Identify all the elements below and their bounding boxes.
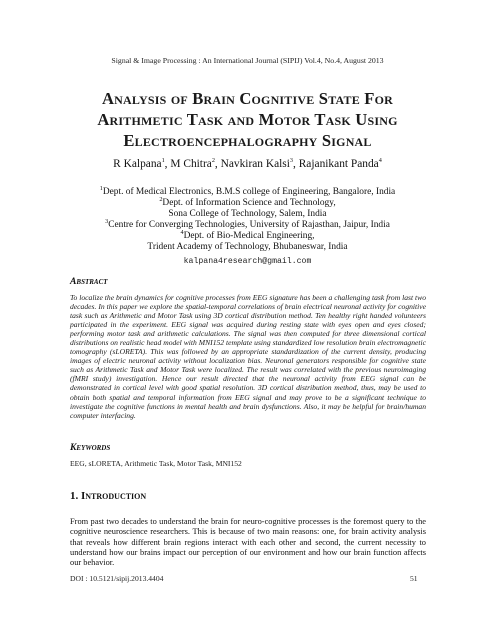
- keywords-heading: Keywords: [70, 442, 111, 453]
- title-line-1: Analysis of Brain Cognitive State For: [101, 89, 394, 108]
- introduction-body: From past two decades to understand the brain for neuro-cognitive processes is the foremost query to the cognitive neuroscience researchers. This is because of two main reasons: one, for brain activity analysis that reveals how different brain regions interact with each other and second, the current necessity to understand how our brains impact our perception of our environment and how our brain function affects our behavior.: [70, 517, 426, 568]
- affiliation: $^3$Centre for Converging Technologies, University of Rajasthan, Jaipur, India: [105, 217, 390, 230]
- paper-title: [40, 88, 455, 151]
- introduction-heading: 1. Introduction: [70, 490, 147, 502]
- abstract-body: To localize the brain dynamics for cognitive processes from EEG signature has been a challenging task from last two decades. In this paper we explore the spatial-temporal correlations of brain electrical neuronal activity for cognitive task such as Arithmetic and Motor Task using 3D cortical distribution method. Ten healthy right handed volunteers participated in the experiment. EEG signal was acquired during resting state with eyes open and eyes closed; performing motor task and arithmetic calculations. The signal was then computed for three dimensional cortical distributions on realistic head model with MNI152 template using standardized low resolution brain electromagnetic tomography (sLORETA). This was followed by an appropriate standardization of the current density, producing images of electric neuronal activity without localization bias. Neuronal generators responsible for cognitive state such as Arithmetic Task and Motor Task were localized. The result was correlated with the previous neuroimaging (fMRI study) investigation. Hence our result directed that the neuronal activity from EEG signal can be demonstrated in cortical level with good spatial resolution. 3D cortical distribution method, thus, may be used to obtain both spatial and temporal information from EEG signal and may prove to be a significant technique to investigate the cognitive functions in mental health and brain dysfunctions. Also, it may be helpful for brain/human computer interfacing.: [70, 293, 426, 420]
- author: Rajanikant Panda$^4$: [298, 157, 382, 170]
- footer-doi: DOI : 10.5121/sipij.2013.4404: [70, 574, 164, 583]
- title-line-2: Arithmetic Task and Motor Task Using: [97, 110, 398, 129]
- page-number: 51: [410, 574, 418, 583]
- affiliation: Trident Academy of Technology, Bhubaneswar, India: [147, 242, 348, 252]
- abstract-heading: Abstract: [70, 276, 108, 287]
- affiliation: $^2$Dept. of Information Science and Technology,: [159, 195, 336, 208]
- author: M Chitra$^2$: [170, 157, 215, 170]
- author-list: R Kalpana$^1$, M Chitra$^2$, Navkiran Kalsi$^3$, Rajanikant Panda$^4$: [113, 157, 382, 170]
- author: R Kalpana$^1$: [113, 157, 165, 170]
- affiliation: Sona College of Technology, Salem, India: [168, 209, 327, 219]
- title-line-3: Electroencephalography Signal: [123, 131, 372, 150]
- affiliation: $^4$Dept. of Bio-Medical Engineering,: [180, 228, 315, 241]
- contact-email[interactable]: kalpana4research@gmail.com: [183, 257, 312, 266]
- keywords-body: EEG, sLORETA, Arithmetic Task, Motor Task, MNI152: [70, 459, 242, 468]
- affiliation: $^1$Dept. of Medical Electronics, B.M.S college of Engineering, Bangalore, India: [99, 184, 396, 197]
- journal-header: Signal & Image Processing : An International Journal (SIPIJ) Vol.4, No.4, August 2013: [111, 56, 384, 65]
- author: Navkiran Kalsi$^3$: [220, 157, 293, 170]
